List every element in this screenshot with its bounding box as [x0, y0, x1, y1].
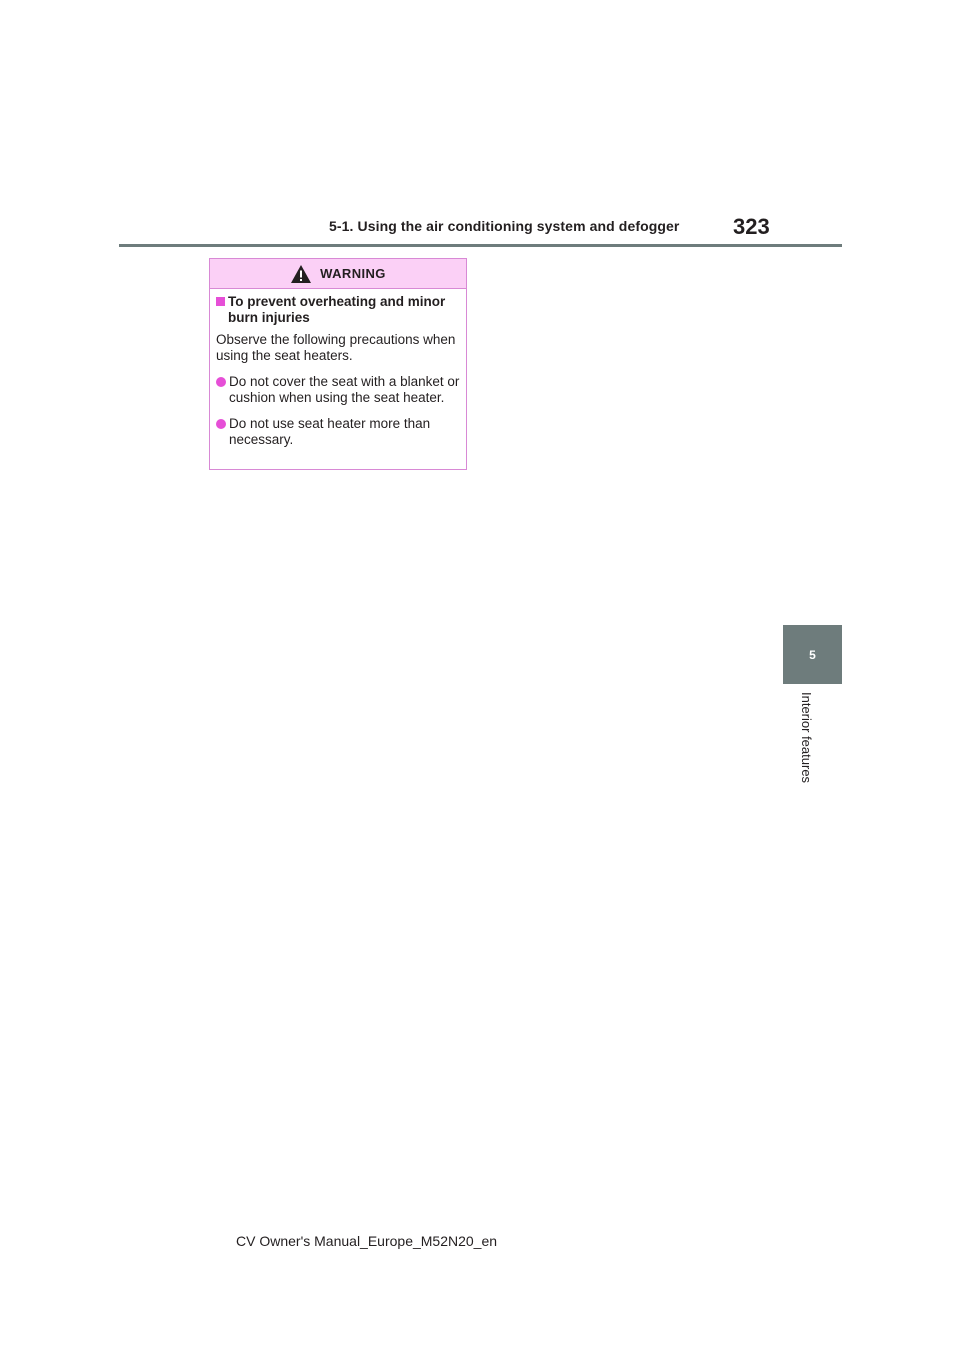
chapter-tab: [783, 625, 842, 684]
warning-box: [209, 258, 467, 470]
warning-item: [216, 374, 460, 406]
warning-item: [216, 416, 460, 448]
square-bullet-icon: [216, 297, 225, 306]
chapter-number: 5: [809, 647, 816, 662]
warning-title: WARNING: [320, 266, 386, 281]
page-number: 323: [733, 214, 770, 239]
warning-triangle-icon: [290, 264, 312, 284]
section-title: 5-1. Using the air conditioning system and defogger: [329, 218, 680, 234]
warning-subheading: [216, 294, 460, 326]
header-divider: [119, 244, 842, 247]
chapter-label: Interior features: [799, 692, 814, 784]
warning-header: [210, 259, 466, 289]
warning-subheading-text: To prevent overheating and minor burn injuries: [228, 294, 446, 325]
warning-item-text: Do not use seat heater more than necessary.: [229, 416, 431, 447]
warning-intro: Observe the following precautions when using the seat heaters.: [216, 332, 456, 363]
footer-manual-id: CV Owner's Manual_Europe_M52N20_en: [236, 1233, 498, 1249]
round-bullet-icon: [216, 419, 226, 429]
warning-body: [210, 289, 466, 448]
warning-item-text: Do not cover the seat with a blanket or cushion when using the seat heater.: [229, 374, 460, 405]
round-bullet-icon: [216, 377, 226, 387]
